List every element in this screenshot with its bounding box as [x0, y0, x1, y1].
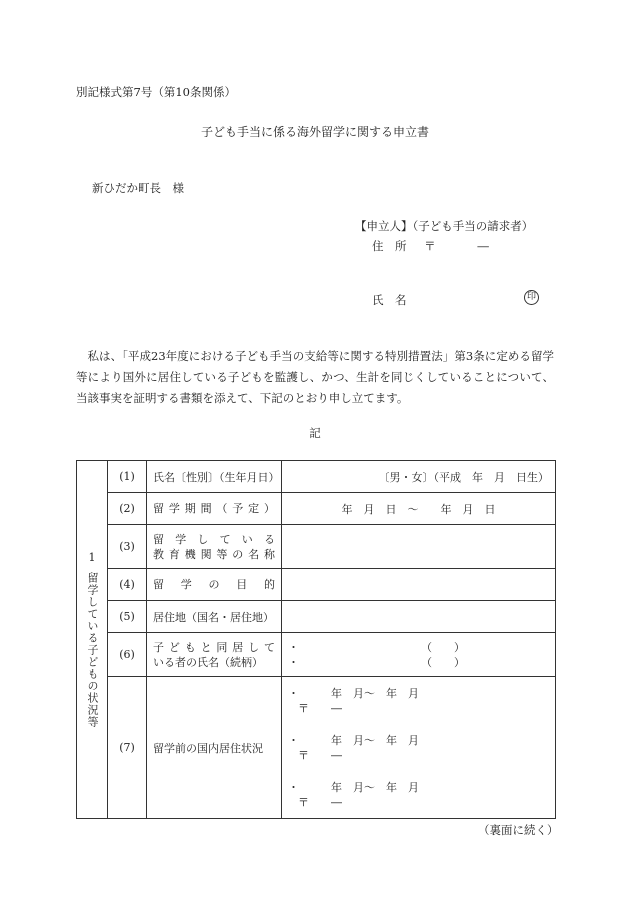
cohabitant-line: ・ （ ）: [288, 640, 465, 654]
row-number: (6): [108, 633, 147, 677]
row-label: 氏名〔性別〕（生年月日）: [147, 461, 282, 493]
address-postal-dash: ―: [477, 239, 489, 253]
prior-residence-entry: ・ 年 月～ 年 月 〒 ―: [288, 780, 419, 809]
address-postal-mark: 〒: [424, 239, 436, 253]
table-row: [77, 569, 556, 601]
row-label: 留学の目的: [147, 569, 282, 601]
row-number: (4): [108, 569, 147, 601]
row-label: 居住地（国名・居住地）: [147, 601, 282, 633]
prior-residence-entry: ・ 年 月～ 年 月 〒 ―: [288, 686, 419, 715]
address-label: 住 所: [372, 239, 407, 253]
declaration-text: 私は、「平成23年度における子ども手当の支給等に関する特別措置法」第3条に定める留学等により国外に居住している子どもを監護し、かつ、生計を同じくしていることについて、当該事実を証明する書類を添えて、下記のとおり申し立てます。: [76, 349, 554, 405]
study-period-field[interactable]: 年 月 日 ～ 年 月 日: [282, 493, 556, 525]
section-cell: [77, 461, 108, 819]
applicant-address-row: [372, 238, 489, 254]
name-sex-birth-field[interactable]: 〔男・女〕（平成 年 月 日生）: [282, 461, 556, 493]
residence-field[interactable]: [282, 601, 556, 633]
addressee: 新ひだか町長 様: [92, 181, 184, 195]
table-row: [77, 461, 556, 493]
institution-name-field[interactable]: [282, 525, 556, 569]
row-label: 留学前の国内居住状況: [147, 677, 282, 819]
row-label: 留学期間（予定）: [147, 493, 282, 525]
document-title: 子ども手当に係る海外留学に関する申立書: [200, 125, 429, 139]
row-number: (2): [108, 493, 147, 525]
section-number: 1: [88, 551, 96, 564]
table-row: [77, 493, 556, 525]
row-number: (3): [108, 525, 147, 569]
cohabitant-field[interactable]: [282, 633, 556, 677]
section-title: 留学している子どもの状況等: [86, 572, 99, 728]
row-label: 留学している 教育機関等の名称: [147, 525, 282, 569]
form-number: 別記様式第7号（第10条関係）: [76, 85, 236, 99]
applicant-name-label: 氏 名: [372, 293, 407, 307]
row-label: 子どもと同居して いる者の氏名（続柄）: [147, 633, 282, 677]
table-row: [77, 525, 556, 569]
row-number: (1): [108, 461, 147, 493]
row-number: (5): [108, 601, 147, 633]
record-mark: 記: [309, 426, 321, 440]
applicant-heading: 【申立人】（子ども手当の請求者）: [355, 219, 534, 233]
table-row: [77, 601, 556, 633]
status-table: [76, 460, 556, 819]
table-row: [77, 633, 556, 677]
table-row: [77, 677, 556, 819]
continued-note: （裏面に続く）: [478, 823, 559, 837]
seal-mark: 印: [524, 290, 539, 305]
prior-residence-entry: ・ 年 月～ 年 月 〒 ―: [288, 733, 419, 762]
cohabitant-line: ・ （ ）: [288, 655, 465, 669]
study-purpose-field[interactable]: [282, 569, 556, 601]
row-number: (7): [108, 677, 147, 819]
prior-residence-field[interactable]: [282, 677, 556, 819]
